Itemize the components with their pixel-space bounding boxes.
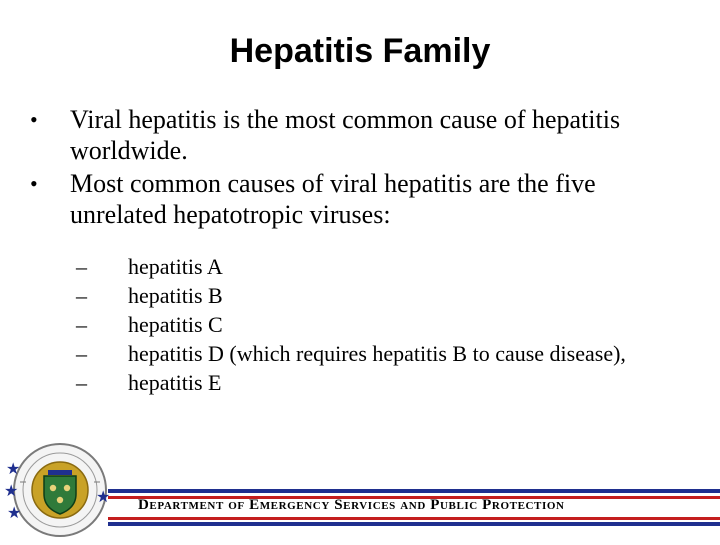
footer-stripe (108, 517, 720, 520)
sub-bullet-text: hepatitis D (which requires hepatitis B to cause disease), (128, 341, 626, 366)
star-icon: ★ (7, 505, 22, 522)
footer-stripe (108, 489, 720, 493)
connecticut-despp-seal-icon (4, 442, 111, 540)
sub-bullet-text: hepatitis B (128, 283, 223, 308)
sub-bullet-item (76, 368, 626, 397)
bullet-text: Most common causes of viral hepatitis are the five unrelated hepatotropic viruses: (70, 169, 596, 229)
footer-band (0, 436, 720, 540)
bullet-item (28, 104, 698, 166)
star-icon: ★ (4, 483, 19, 500)
dash-marker: – (76, 370, 87, 395)
footer-stripe (108, 522, 720, 526)
dash-marker: – (76, 283, 87, 308)
bullet-marker: • (30, 107, 38, 132)
star-icon: ★ (96, 489, 111, 506)
bullet-item (28, 168, 698, 230)
department-name: Department of Emergency Services and Public Protection (138, 497, 565, 513)
bullet-text: Viral hepatitis is the most common cause of hepatitis worldwide. (70, 105, 621, 165)
sub-bullet-item (76, 252, 626, 281)
bullet-list (28, 104, 698, 232)
sub-bullet-item (76, 281, 626, 310)
sub-bullet-text: hepatitis C (128, 312, 223, 337)
sub-bullet-text: hepatitis A (128, 254, 223, 279)
sub-bullet-item (76, 339, 626, 368)
slide-title: Hepatitis Family (229, 32, 491, 70)
sub-bullet-item (76, 310, 626, 339)
sub-bullet-text: hepatitis E (128, 370, 222, 395)
sub-bullet-list (76, 252, 626, 397)
dash-marker: – (76, 254, 87, 279)
star-icon: ★ (6, 461, 21, 478)
bullet-marker: • (30, 171, 38, 196)
dash-marker: – (76, 312, 87, 337)
dash-marker: – (76, 341, 87, 366)
